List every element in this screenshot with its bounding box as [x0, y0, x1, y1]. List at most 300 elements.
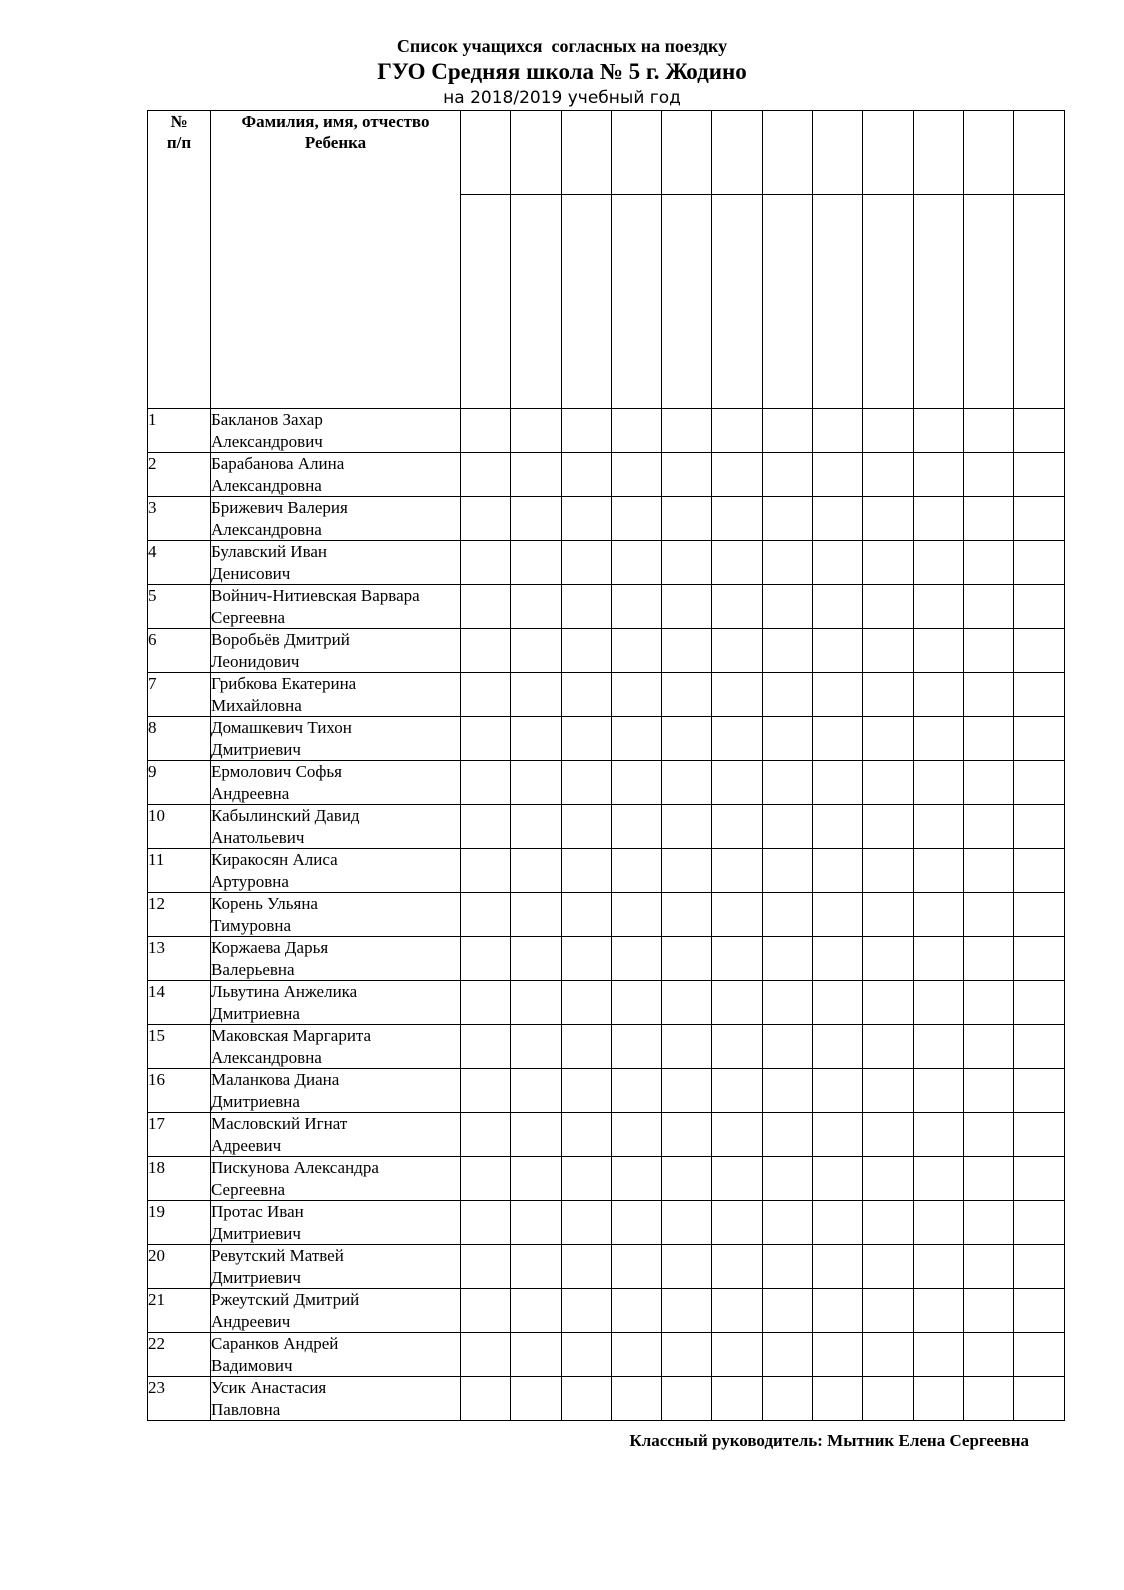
consent-mark-cell[interactable]	[963, 1069, 1013, 1113]
consent-mark-cell[interactable]	[1014, 849, 1064, 893]
consent-mark-cell[interactable]	[561, 673, 611, 717]
consent-mark-cell[interactable]	[762, 453, 812, 497]
consent-mark-cell[interactable]	[1014, 1333, 1064, 1377]
consent-mark-cell[interactable]	[511, 409, 561, 453]
consent-mark-cell[interactable]	[561, 1157, 611, 1201]
consent-mark-cell[interactable]	[813, 585, 863, 629]
consent-mark-cell[interactable]	[913, 1025, 963, 1069]
student-name	[211, 981, 461, 1025]
consent-mark-cell[interactable]	[762, 717, 812, 761]
consent-mark-cell[interactable]	[511, 761, 561, 805]
consent-mark-cell[interactable]	[813, 849, 863, 893]
consent-mark-cell[interactable]	[1014, 1157, 1064, 1201]
blank-header-cell-bottom	[1014, 195, 1064, 409]
student-name	[211, 1377, 461, 1421]
consent-mark-cell[interactable]	[611, 497, 661, 541]
consent-mark-cell[interactable]	[712, 849, 762, 893]
students-table	[147, 110, 1065, 1421]
consent-mark-cell[interactable]	[611, 409, 661, 453]
consent-mark-cell[interactable]	[913, 1245, 963, 1289]
consent-mark-cell[interactable]	[712, 673, 762, 717]
student-name-line: Андреевна	[211, 783, 290, 803]
consent-mark-cell[interactable]	[963, 1025, 1013, 1069]
consent-mark-cell[interactable]	[813, 1333, 863, 1377]
consent-mark-cell[interactable]	[1014, 937, 1064, 981]
consent-mark-cell[interactable]	[712, 629, 762, 673]
consent-mark-cell[interactable]	[611, 629, 661, 673]
consent-mark-cell[interactable]	[611, 805, 661, 849]
consent-mark-cell[interactable]	[561, 497, 611, 541]
consent-mark-cell[interactable]	[963, 585, 1013, 629]
consent-mark-cell[interactable]	[461, 453, 511, 497]
consent-mark-cell[interactable]	[863, 1333, 913, 1377]
consent-mark-cell[interactable]	[963, 1289, 1013, 1333]
consent-mark-cell[interactable]	[611, 937, 661, 981]
consent-mark-cell[interactable]	[813, 893, 863, 937]
consent-mark-cell[interactable]	[662, 409, 712, 453]
row-number: 4	[148, 541, 211, 585]
consent-mark-cell[interactable]	[461, 937, 511, 981]
consent-mark-cell[interactable]	[963, 937, 1013, 981]
consent-mark-cell[interactable]	[611, 1377, 661, 1421]
consent-mark-cell[interactable]	[913, 1377, 963, 1421]
consent-mark-cell[interactable]	[913, 453, 963, 497]
consent-mark-cell[interactable]	[611, 541, 661, 585]
consent-mark-cell[interactable]	[863, 1025, 913, 1069]
consent-mark-cell[interactable]	[611, 673, 661, 717]
consent-mark-cell[interactable]	[461, 805, 511, 849]
consent-mark-cell[interactable]	[712, 409, 762, 453]
consent-mark-cell[interactable]	[561, 585, 611, 629]
column-header-name-line1: Фамилия, имя, отчество	[241, 112, 430, 131]
table-row	[148, 541, 1065, 585]
consent-mark-cell[interactable]	[1014, 1201, 1064, 1245]
consent-mark-cell[interactable]	[662, 1069, 712, 1113]
consent-mark-cell[interactable]	[511, 849, 561, 893]
consent-mark-cell[interactable]	[813, 1113, 863, 1157]
student-name	[211, 1289, 461, 1333]
consent-mark-cell[interactable]	[662, 1025, 712, 1069]
consent-mark-cell[interactable]	[611, 1069, 661, 1113]
consent-mark-cell[interactable]	[662, 717, 712, 761]
consent-mark-cell[interactable]	[963, 541, 1013, 585]
consent-mark-cell[interactable]	[963, 1245, 1013, 1289]
consent-mark-cell[interactable]	[511, 893, 561, 937]
consent-mark-cell[interactable]	[511, 541, 561, 585]
consent-mark-cell[interactable]	[461, 717, 511, 761]
consent-mark-cell[interactable]	[1014, 717, 1064, 761]
consent-mark-cell[interactable]	[863, 1113, 913, 1157]
consent-mark-cell[interactable]	[1014, 629, 1064, 673]
blank-header-cell-top	[662, 111, 712, 195]
table-row	[148, 805, 1065, 849]
consent-mark-cell[interactable]	[511, 1289, 561, 1333]
consent-mark-cell[interactable]	[762, 849, 812, 893]
consent-mark-cell[interactable]	[461, 585, 511, 629]
consent-mark-cell[interactable]	[963, 805, 1013, 849]
student-name-line: Александровна	[211, 475, 322, 495]
consent-mark-cell[interactable]	[461, 849, 511, 893]
consent-mark-cell[interactable]	[662, 981, 712, 1025]
consent-mark-cell[interactable]	[963, 629, 1013, 673]
consent-mark-cell[interactable]	[762, 937, 812, 981]
consent-mark-cell[interactable]	[712, 981, 762, 1025]
consent-mark-cell[interactable]	[561, 1289, 611, 1333]
consent-mark-cell[interactable]	[611, 1113, 661, 1157]
consent-mark-cell[interactable]	[712, 1245, 762, 1289]
consent-mark-cell[interactable]	[511, 629, 561, 673]
consent-mark-cell[interactable]	[511, 981, 561, 1025]
consent-mark-cell[interactable]	[863, 629, 913, 673]
consent-mark-cell[interactable]	[712, 1201, 762, 1245]
consent-mark-cell[interactable]	[762, 805, 812, 849]
consent-mark-cell[interactable]	[561, 541, 611, 585]
consent-mark-cell[interactable]	[762, 1113, 812, 1157]
consent-mark-cell[interactable]	[712, 937, 762, 981]
consent-mark-cell[interactable]	[611, 981, 661, 1025]
consent-mark-cell[interactable]	[762, 497, 812, 541]
table-row	[148, 409, 1065, 453]
consent-mark-cell[interactable]	[813, 673, 863, 717]
consent-mark-cell[interactable]	[511, 1025, 561, 1069]
consent-mark-cell[interactable]	[913, 981, 963, 1025]
consent-mark-cell[interactable]	[511, 1113, 561, 1157]
consent-mark-cell[interactable]	[561, 1377, 611, 1421]
consent-mark-cell[interactable]	[1014, 409, 1064, 453]
consent-mark-cell[interactable]	[813, 453, 863, 497]
consent-mark-cell[interactable]	[611, 849, 661, 893]
consent-mark-cell[interactable]	[813, 937, 863, 981]
consent-mark-cell[interactable]	[561, 629, 611, 673]
consent-mark-cell[interactable]	[561, 893, 611, 937]
consent-mark-cell[interactable]	[762, 673, 812, 717]
consent-mark-cell[interactable]	[662, 585, 712, 629]
consent-mark-cell[interactable]	[913, 673, 963, 717]
consent-mark-cell[interactable]	[1014, 1025, 1064, 1069]
consent-mark-cell[interactable]	[561, 849, 611, 893]
consent-mark-cell[interactable]	[1014, 893, 1064, 937]
consent-mark-cell[interactable]	[1014, 497, 1064, 541]
consent-mark-cell[interactable]	[461, 893, 511, 937]
consent-mark-cell[interactable]	[762, 1201, 812, 1245]
consent-mark-cell[interactable]	[963, 1157, 1013, 1201]
consent-mark-cell[interactable]	[762, 1069, 812, 1113]
consent-mark-cell[interactable]	[863, 497, 913, 541]
consent-mark-cell[interactable]	[963, 717, 1013, 761]
consent-mark-cell[interactable]	[913, 1289, 963, 1333]
student-name-line: Домашкевич Тихон	[211, 718, 352, 737]
consent-mark-cell[interactable]	[913, 1201, 963, 1245]
consent-mark-cell[interactable]	[511, 805, 561, 849]
consent-mark-cell[interactable]	[712, 541, 762, 585]
consent-mark-cell[interactable]	[712, 761, 762, 805]
table-row	[148, 1245, 1065, 1289]
consent-mark-cell[interactable]	[461, 497, 511, 541]
consent-mark-cell[interactable]	[863, 1377, 913, 1421]
consent-mark-cell[interactable]	[863, 1157, 913, 1201]
consent-mark-cell[interactable]	[511, 1377, 561, 1421]
consent-mark-cell[interactable]	[762, 1289, 812, 1333]
consent-mark-cell[interactable]	[461, 1201, 511, 1245]
consent-mark-cell[interactable]	[963, 1377, 1013, 1421]
consent-mark-cell[interactable]	[511, 1201, 561, 1245]
consent-mark-cell[interactable]	[561, 761, 611, 805]
consent-mark-cell[interactable]	[712, 1333, 762, 1377]
consent-mark-cell[interactable]	[762, 761, 812, 805]
consent-mark-cell[interactable]	[913, 497, 963, 541]
consent-mark-cell[interactable]	[1014, 1113, 1064, 1157]
consent-mark-cell[interactable]	[662, 1377, 712, 1421]
consent-mark-cell[interactable]	[762, 1245, 812, 1289]
consent-mark-cell[interactable]	[1014, 981, 1064, 1025]
consent-mark-cell[interactable]	[863, 541, 913, 585]
consent-mark-cell[interactable]	[963, 497, 1013, 541]
consent-mark-cell[interactable]	[511, 497, 561, 541]
table-row	[148, 453, 1065, 497]
consent-mark-cell[interactable]	[813, 541, 863, 585]
consent-mark-cell[interactable]	[813, 629, 863, 673]
student-name-line: Кабылинский Давид	[211, 806, 360, 825]
consent-mark-cell[interactable]	[712, 1025, 762, 1069]
consent-mark-cell[interactable]	[662, 1289, 712, 1333]
consent-mark-cell[interactable]	[561, 717, 611, 761]
student-name	[211, 497, 461, 541]
consent-mark-cell[interactable]	[963, 981, 1013, 1025]
consent-mark-cell[interactable]	[511, 1245, 561, 1289]
consent-mark-cell[interactable]	[662, 849, 712, 893]
consent-mark-cell[interactable]	[662, 1245, 712, 1289]
consent-mark-cell[interactable]	[611, 453, 661, 497]
consent-mark-cell[interactable]	[863, 1069, 913, 1113]
consent-mark-cell[interactable]	[712, 1157, 762, 1201]
consent-mark-cell[interactable]	[611, 1025, 661, 1069]
consent-mark-cell[interactable]	[461, 541, 511, 585]
consent-mark-cell[interactable]	[712, 1069, 762, 1113]
consent-mark-cell[interactable]	[561, 937, 611, 981]
consent-mark-cell[interactable]	[611, 717, 661, 761]
consent-mark-cell[interactable]	[662, 497, 712, 541]
consent-mark-cell[interactable]	[913, 1069, 963, 1113]
consent-mark-cell[interactable]	[863, 585, 913, 629]
student-name-line: Михайловна	[211, 695, 302, 715]
consent-mark-cell[interactable]	[662, 761, 712, 805]
consent-mark-cell[interactable]	[511, 937, 561, 981]
consent-mark-cell[interactable]	[863, 805, 913, 849]
consent-mark-cell[interactable]	[461, 1069, 511, 1113]
consent-mark-cell[interactable]	[863, 937, 913, 981]
consent-mark-cell[interactable]	[461, 1025, 511, 1069]
consent-mark-cell[interactable]	[611, 585, 661, 629]
consent-mark-cell[interactable]	[561, 1245, 611, 1289]
consent-mark-cell[interactable]	[813, 409, 863, 453]
consent-mark-cell[interactable]	[913, 717, 963, 761]
consent-mark-cell[interactable]	[461, 1113, 511, 1157]
consent-mark-cell[interactable]	[461, 981, 511, 1025]
consent-mark-cell[interactable]	[863, 453, 913, 497]
consent-mark-cell[interactable]	[762, 629, 812, 673]
consent-mark-cell[interactable]	[963, 761, 1013, 805]
consent-mark-cell[interactable]	[863, 849, 913, 893]
consent-mark-cell[interactable]	[863, 1289, 913, 1333]
consent-mark-cell[interactable]	[511, 1333, 561, 1377]
consent-mark-cell[interactable]	[913, 1113, 963, 1157]
consent-mark-cell[interactable]	[511, 1069, 561, 1113]
consent-mark-cell[interactable]	[913, 1333, 963, 1377]
consent-mark-cell[interactable]	[863, 981, 913, 1025]
consent-mark-cell[interactable]	[662, 673, 712, 717]
consent-mark-cell[interactable]	[461, 1377, 511, 1421]
consent-mark-cell[interactable]	[863, 1245, 913, 1289]
consent-mark-cell[interactable]	[762, 409, 812, 453]
consent-mark-cell[interactable]	[762, 541, 812, 585]
consent-mark-cell[interactable]	[461, 1245, 511, 1289]
consent-mark-cell[interactable]	[1014, 541, 1064, 585]
consent-mark-cell[interactable]	[561, 1069, 611, 1113]
consent-mark-cell[interactable]	[561, 1333, 611, 1377]
consent-mark-cell[interactable]	[863, 761, 913, 805]
consent-mark-cell[interactable]	[762, 1025, 812, 1069]
consent-mark-cell[interactable]	[1014, 673, 1064, 717]
consent-mark-cell[interactable]	[963, 1113, 1013, 1157]
consent-mark-cell[interactable]	[913, 849, 963, 893]
consent-mark-cell[interactable]	[963, 1201, 1013, 1245]
consent-mark-cell[interactable]	[813, 1069, 863, 1113]
consent-mark-cell[interactable]	[461, 673, 511, 717]
consent-mark-cell[interactable]	[561, 1025, 611, 1069]
consent-mark-cell[interactable]	[762, 1377, 812, 1421]
consent-mark-cell[interactable]	[913, 585, 963, 629]
consent-mark-cell[interactable]	[813, 1157, 863, 1201]
consent-mark-cell[interactable]	[511, 673, 561, 717]
consent-mark-cell[interactable]	[813, 497, 863, 541]
consent-mark-cell[interactable]	[963, 1333, 1013, 1377]
consent-mark-cell[interactable]	[813, 1289, 863, 1333]
consent-mark-cell[interactable]	[762, 585, 812, 629]
consent-mark-cell[interactable]	[863, 893, 913, 937]
consent-mark-cell[interactable]	[863, 673, 913, 717]
consent-mark-cell[interactable]	[863, 409, 913, 453]
consent-mark-cell[interactable]	[762, 1333, 812, 1377]
consent-mark-cell[interactable]	[1014, 1377, 1064, 1421]
consent-mark-cell[interactable]	[1014, 1289, 1064, 1333]
consent-mark-cell[interactable]	[913, 937, 963, 981]
consent-mark-cell[interactable]	[963, 893, 1013, 937]
consent-mark-cell[interactable]	[813, 1201, 863, 1245]
consent-mark-cell[interactable]	[712, 805, 762, 849]
consent-mark-cell[interactable]	[712, 893, 762, 937]
consent-mark-cell[interactable]	[813, 717, 863, 761]
consent-mark-cell[interactable]	[1014, 585, 1064, 629]
consent-mark-cell[interactable]	[913, 541, 963, 585]
consent-mark-cell[interactable]	[963, 849, 1013, 893]
consent-mark-cell[interactable]	[561, 981, 611, 1025]
consent-mark-cell[interactable]	[611, 1289, 661, 1333]
consent-mark-cell[interactable]	[712, 453, 762, 497]
consent-mark-cell[interactable]	[662, 1201, 712, 1245]
consent-mark-cell[interactable]	[1014, 1245, 1064, 1289]
consent-mark-cell[interactable]	[1014, 805, 1064, 849]
consent-mark-cell[interactable]	[813, 981, 863, 1025]
consent-mark-cell[interactable]	[611, 1333, 661, 1377]
blank-header-cell-top	[712, 111, 762, 195]
consent-mark-cell[interactable]	[611, 761, 661, 805]
consent-mark-cell[interactable]	[561, 1201, 611, 1245]
consent-mark-cell[interactable]	[963, 409, 1013, 453]
consent-mark-cell[interactable]	[712, 717, 762, 761]
consent-mark-cell[interactable]	[461, 409, 511, 453]
consent-mark-cell[interactable]	[561, 409, 611, 453]
consent-mark-cell[interactable]	[1014, 1069, 1064, 1113]
consent-mark-cell[interactable]	[511, 585, 561, 629]
consent-mark-cell[interactable]	[611, 1201, 661, 1245]
consent-mark-cell[interactable]	[611, 1245, 661, 1289]
consent-mark-cell[interactable]	[461, 1157, 511, 1201]
consent-mark-cell[interactable]	[913, 761, 963, 805]
consent-mark-cell[interactable]	[913, 1157, 963, 1201]
consent-mark-cell[interactable]	[461, 1289, 511, 1333]
consent-mark-cell[interactable]	[461, 629, 511, 673]
consent-mark-cell[interactable]	[662, 1113, 712, 1157]
consent-mark-cell[interactable]	[963, 453, 1013, 497]
consent-mark-cell[interactable]	[762, 981, 812, 1025]
consent-mark-cell[interactable]	[561, 453, 611, 497]
consent-mark-cell[interactable]	[461, 1333, 511, 1377]
consent-mark-cell[interactable]	[611, 1157, 661, 1201]
consent-mark-cell[interactable]	[813, 761, 863, 805]
consent-mark-cell[interactable]	[712, 497, 762, 541]
consent-mark-cell[interactable]	[461, 761, 511, 805]
consent-mark-cell[interactable]	[1014, 761, 1064, 805]
blank-header-cell-top	[1014, 111, 1064, 195]
consent-mark-cell[interactable]	[561, 805, 611, 849]
consent-mark-cell[interactable]	[813, 1245, 863, 1289]
consent-mark-cell[interactable]	[913, 805, 963, 849]
consent-mark-cell[interactable]	[863, 1201, 913, 1245]
consent-mark-cell[interactable]	[813, 1377, 863, 1421]
consent-mark-cell[interactable]	[913, 893, 963, 937]
consent-mark-cell[interactable]	[762, 1157, 812, 1201]
consent-mark-cell[interactable]	[561, 1113, 611, 1157]
consent-mark-cell[interactable]	[511, 717, 561, 761]
row-number: 12	[148, 893, 211, 937]
consent-mark-cell[interactable]	[511, 1157, 561, 1201]
consent-mark-cell[interactable]	[662, 629, 712, 673]
consent-mark-cell[interactable]	[712, 1113, 762, 1157]
consent-mark-cell[interactable]	[913, 409, 963, 453]
consent-mark-cell[interactable]	[662, 453, 712, 497]
consent-mark-cell[interactable]	[762, 893, 812, 937]
consent-mark-cell[interactable]	[662, 541, 712, 585]
consent-mark-cell[interactable]	[913, 629, 963, 673]
consent-mark-cell[interactable]	[712, 1377, 762, 1421]
consent-mark-cell[interactable]	[1014, 453, 1064, 497]
consent-mark-cell[interactable]	[662, 893, 712, 937]
consent-mark-cell[interactable]	[963, 673, 1013, 717]
consent-mark-cell[interactable]	[662, 805, 712, 849]
consent-mark-cell[interactable]	[611, 893, 661, 937]
consent-mark-cell[interactable]	[712, 1289, 762, 1333]
consent-mark-cell[interactable]	[662, 1157, 712, 1201]
consent-mark-cell[interactable]	[511, 453, 561, 497]
table-row	[148, 849, 1065, 893]
consent-mark-cell[interactable]	[813, 1025, 863, 1069]
consent-mark-cell[interactable]	[662, 937, 712, 981]
consent-mark-cell[interactable]	[662, 1333, 712, 1377]
consent-mark-cell[interactable]	[863, 717, 913, 761]
consent-mark-cell[interactable]	[813, 805, 863, 849]
blank-header-cell-bottom	[511, 195, 561, 409]
consent-mark-cell[interactable]	[712, 585, 762, 629]
